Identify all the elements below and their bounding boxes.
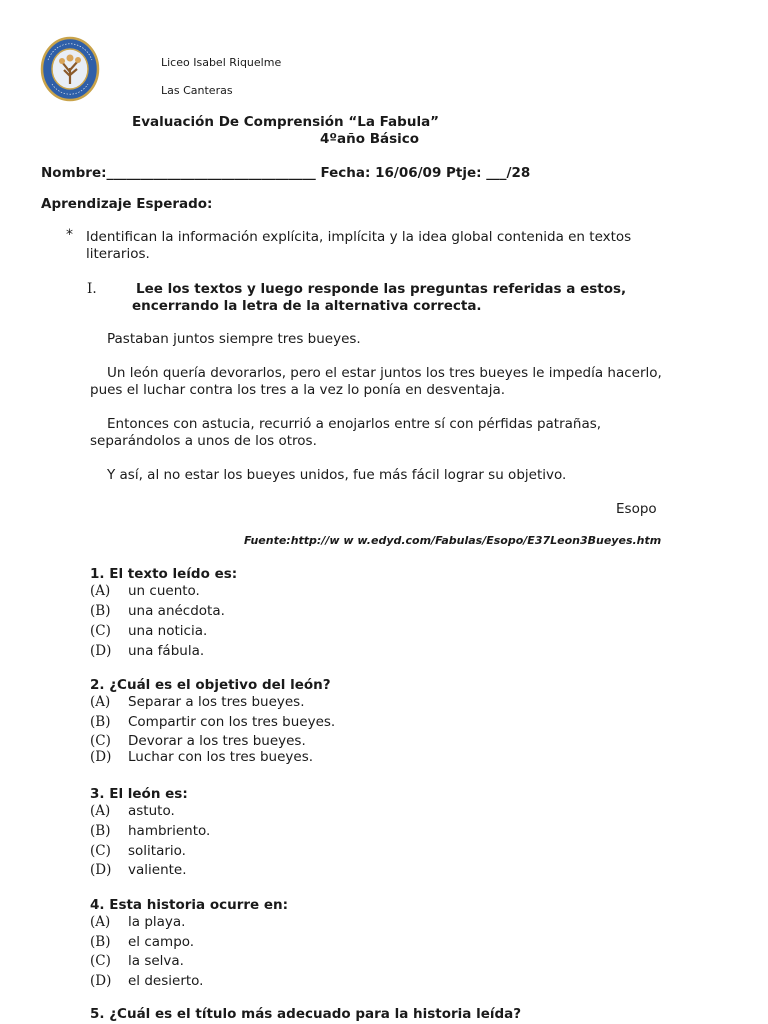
expected-learning-heading: Aprendizaje Esperado: [41, 196, 213, 212]
question-3-option-a: (A) astuto. [90, 803, 175, 819]
fable-paragraph-4: Y así, al no estar los bueyes unidos, fue más fácil lograr su objetivo. [107, 467, 567, 483]
page-title: Evaluación De Comprensión “La Fabula” [132, 114, 440, 130]
school-seal-icon [40, 36, 100, 102]
fable-paragraph-2a: Un león quería devorarlos, pero el estar juntos los tres bueyes le impedía hacerlo, [107, 365, 662, 381]
expected-learning-text-2: literarios. [86, 246, 150, 262]
question-4-option-c: (C) la selva. [90, 953, 184, 969]
fable-paragraph-1: Pastaban juntos siempre tres bueyes. [107, 331, 361, 347]
question-1-option-b: (B) una anécdota. [90, 603, 225, 619]
school-name: Liceo Isabel Riquelme [161, 56, 282, 69]
question-5-title: 5. ¿Cuál es el título más adecuado para la historia leída? [90, 1006, 522, 1022]
question-2-title: 2. ¿Cuál es el objetivo del león? [90, 677, 331, 693]
fable-paragraph-3a: Entonces con astucia, recurrió a enojarlos entre sí con pérfidas patrañas, [107, 416, 602, 432]
question-1-option-c: (C) una noticia. [90, 623, 208, 639]
page-subtitle: 4ºaño Básico [320, 131, 420, 147]
question-4-option-a: (A) la playa. [90, 914, 186, 930]
bullet-icon: * [66, 227, 73, 243]
question-4-option-b: (B) el campo. [90, 934, 195, 950]
question-3-title: 3. El león es: [90, 786, 188, 802]
question-1-title: 1. El texto leído es: [90, 566, 238, 582]
instruction-text-2: encerrando la letra de la alternativa correcta. [132, 298, 482, 314]
fable-source: Fuente:http://w w w.edyd.com/Fabulas/Esopo/E37Leon3Bueyes.htm [244, 534, 662, 547]
question-1-option-d: (D) una fábula. [90, 643, 205, 659]
student-info-line: Nombre:_______________________________ Fecha: 16/06/09 Ptje: ___/28 [41, 165, 531, 181]
question-2-option-c: (C) Devorar a los tres bueyes. [90, 733, 306, 749]
question-3-option-b: (B) hambriento. [90, 823, 211, 839]
question-4-option-d: (D) el desierto. [90, 973, 204, 989]
instruction-number: I. [87, 281, 97, 297]
school-logo [40, 36, 100, 102]
question-4-title: 4. Esta historia ocurre en: [90, 897, 289, 913]
question-3-option-d: (D) valiente. [90, 862, 187, 878]
question-1-option-a: (A) un cuento. [90, 583, 200, 599]
expected-learning-text-1: Identifican la información explícita, implícita y la idea global contenida en textos [86, 229, 632, 245]
fable-author: Esopo [616, 501, 657, 517]
fable-paragraph-2b: pues el luchar contra los tres a la vez lo ponía en desventaja. [90, 382, 506, 398]
school-location: Las Canteras [161, 84, 233, 97]
question-2-option-d: (D) Luchar con los tres bueyes. [90, 749, 314, 765]
fable-paragraph-3b: separándolos a unos de los otros. [90, 433, 317, 449]
question-2-option-b: (B) Compartir con los tres bueyes. [90, 714, 336, 730]
question-3-option-c: (C) solitario. [90, 843, 186, 859]
instruction-text-1: Lee los textos y luego responde las preguntas referidas a estos, [136, 281, 627, 297]
question-2-option-a: (A) Separar a los tres bueyes. [90, 694, 305, 710]
